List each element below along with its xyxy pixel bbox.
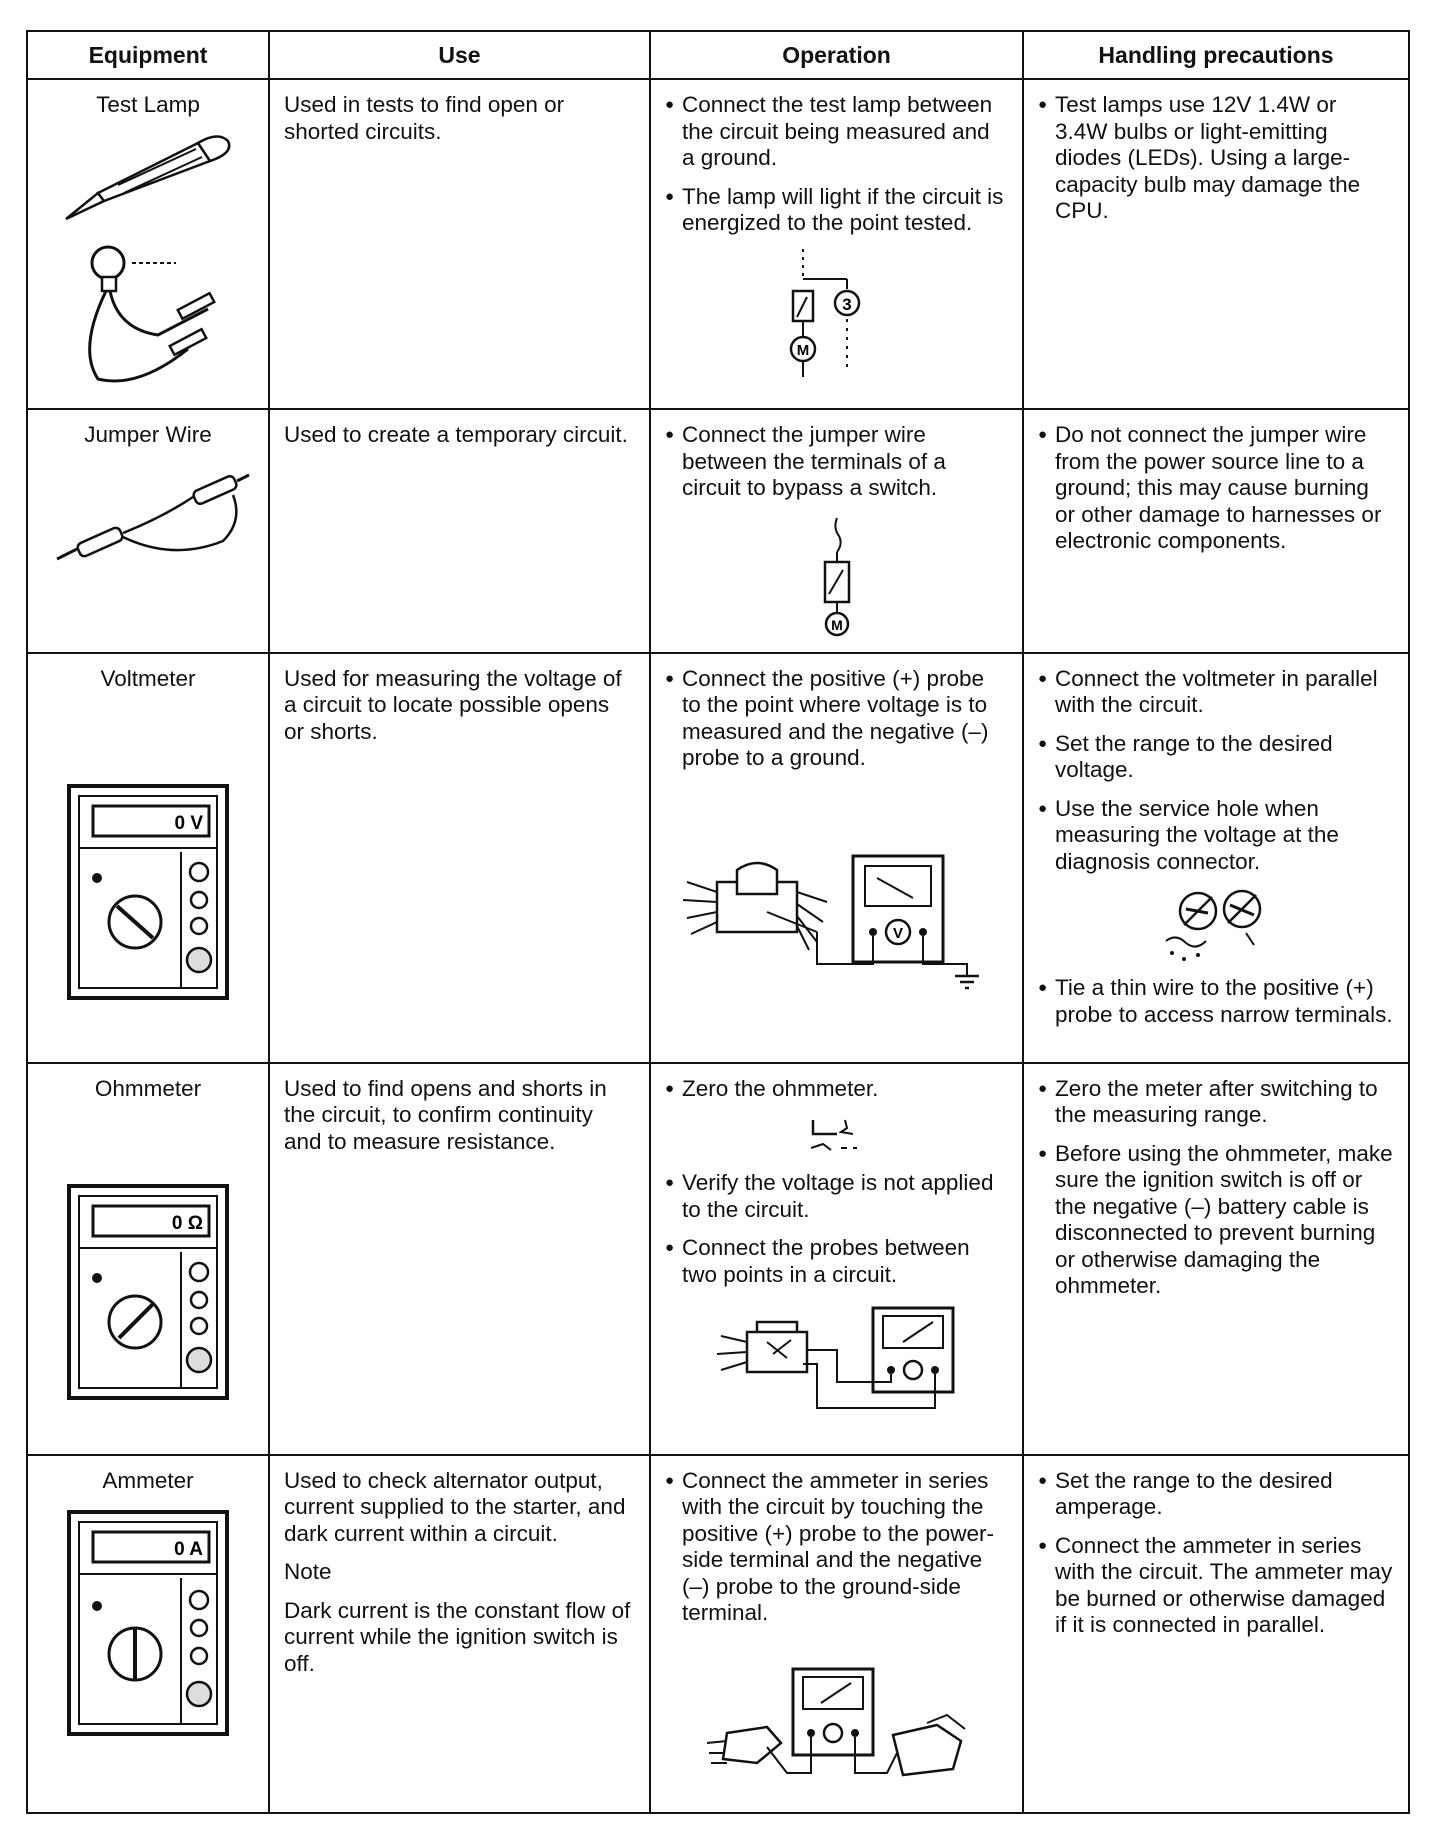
equipment-name: Ohmmeter (94, 1075, 202, 1101)
precaution-item: ● Test lamps use 12V 1.4W or 3.4W bulbs or light-emitting diodes (LEDs). Using a large-capacity bulb may damage the CPU. (1038, 92, 1394, 225)
operation-cell (650, 1063, 1023, 1455)
zero-adjust-icon (797, 1114, 877, 1158)
operation-cell (650, 409, 1023, 653)
precautions-cell (1023, 409, 1409, 653)
operation-step: ● Zero the ohmmeter. (665, 1076, 1008, 1103)
meter-display-text: 0 A (174, 1539, 203, 1560)
operation-step: ● Connect the ammeter in series with the circuit by touching the positive (+) probe to the power-side terminal and the negative (–) probe to the ground-side terminal. (665, 1468, 1008, 1627)
operation-step: ● Connect the positive (+) probe to the point where voltage is to measured and the negative (–) probe to a ground. (665, 666, 1008, 772)
header-row (27, 31, 1409, 79)
ohmmeter-connection-diagram (707, 1300, 967, 1420)
precautions-cell (1023, 79, 1409, 409)
precaution-item: ● Connect the voltmeter in parallel with the circuit. (1038, 666, 1394, 719)
ammeter-device-icon (63, 1508, 233, 1738)
row-voltmeter (27, 653, 1409, 1063)
use-cell (269, 1063, 650, 1455)
motor-label: M (830, 616, 843, 633)
equipment-name: Test Lamp (96, 92, 200, 117)
operation-step: ● Connect the test lamp between the circuit being measured and a ground. (665, 92, 1008, 172)
header-operation: Operation (650, 31, 1023, 79)
operation-cell (650, 653, 1023, 1063)
precautions-cell (1023, 1063, 1409, 1455)
equipment-cell (27, 1455, 269, 1813)
jumper-wire-circuit-diagram (787, 514, 887, 644)
row-jumper-wire (27, 409, 1409, 653)
precautions-cell (1023, 653, 1409, 1063)
use-text: Used to check alternator output, current supplied to the starter, and dark current within a circuit. (284, 1467, 626, 1546)
use-cell (269, 409, 650, 653)
voltmeter-connection-diagram (677, 842, 997, 992)
test-lamp-probe-icon (58, 127, 238, 227)
equipment-cell (27, 653, 269, 1063)
header-precautions: Handling precautions (1023, 31, 1409, 79)
operation-step: ● Connect the jumper wire between the terminals of a circuit to bypass a switch. (665, 422, 1008, 502)
precaution-item: ● Use the service hole when measuring the voltage at the diagnosis connector. (1038, 796, 1394, 876)
equipment-cell (27, 1063, 269, 1455)
use-text: Used to create a temporary circuit. (284, 422, 628, 447)
precaution-item: ● Set the range to the desired amperage. (1038, 1468, 1394, 1521)
meter-display-text: 0 V (174, 813, 203, 834)
precaution-item: ● Do not connect the jumper wire from the power source line to a ground; this may cause burning or other damage to harnesses or electronic components. (1038, 422, 1394, 555)
operation-step: ● The lamp will light if the circuit is energized to the point tested. (665, 184, 1008, 237)
test-lamp-bulb-leads-icon (58, 239, 238, 389)
use-cell (269, 653, 650, 1063)
header-equipment: Equipment (27, 31, 269, 79)
operation-step: ● Verify the voltage is not applied to the circuit. (665, 1170, 1008, 1223)
precaution-item: ● Connect the ammeter in series with the circuit. The ammeter may be burned or otherwise damaged if it is connected in parallel. (1038, 1533, 1394, 1639)
ammeter-connection-diagram (697, 1663, 977, 1793)
use-cell (269, 79, 650, 409)
use-text: Used in tests to find open or shorted circuits. (284, 92, 565, 144)
equipment-cell (27, 79, 269, 409)
equipment-name: Ammeter (102, 1467, 194, 1493)
precaution-item: ● Tie a thin wire to the positive (+) probe to access narrow terminals. (1038, 975, 1394, 1028)
use-text: Used to find opens and shorts in the circuit, to confirm continuity and to measure resistance. (284, 1075, 607, 1154)
precaution-item: ● Zero the meter after switching to the measuring range. (1038, 1076, 1394, 1129)
service-hole-diagram (1146, 887, 1286, 967)
row-test-lamp (27, 79, 1409, 409)
operation-cell (650, 1455, 1023, 1813)
motor-label: M (796, 341, 809, 359)
precaution-item: ● Before using the ohmmeter, make sure the ignition switch is off or the negative (–) battery cable is disconnected to prevent burning or otherwise damaging the ohmmeter. (1038, 1141, 1394, 1300)
operation-cell (650, 79, 1023, 409)
use-note-text: Dark current is the constant flow of current while the ignition switch is off. (284, 1597, 631, 1676)
precautions-cell (1023, 1455, 1409, 1813)
operation-step: ● Connect the probes between two points in a circuit. (665, 1235, 1008, 1288)
equipment-table (26, 30, 1410, 1814)
precaution-item: ● Set the range to the desired voltage. (1038, 731, 1394, 784)
meter-display-text: 0 Ω (171, 1213, 203, 1234)
use-cell (269, 1455, 650, 1813)
ohmmeter-device-icon (63, 1182, 233, 1402)
voltmeter-device-icon (63, 782, 233, 1002)
row-ohmmeter (27, 1063, 1409, 1455)
use-text: Used for measuring the voltage of a circuit to locate possible opens or shorts. (284, 665, 622, 744)
equipment-name: Voltmeter (100, 665, 196, 691)
row-ammeter (27, 1455, 1409, 1813)
test-lamp-circuit-diagram (777, 249, 897, 379)
header-use: Use (269, 31, 650, 79)
equipment-cell (27, 409, 269, 653)
voltmeter-dial-label: V (892, 924, 903, 942)
bulb-label: 3 (841, 294, 852, 314)
jumper-wire-icon (43, 461, 253, 571)
use-note-label: Note (284, 1559, 332, 1584)
equipment-name: Jumper Wire (84, 422, 212, 447)
